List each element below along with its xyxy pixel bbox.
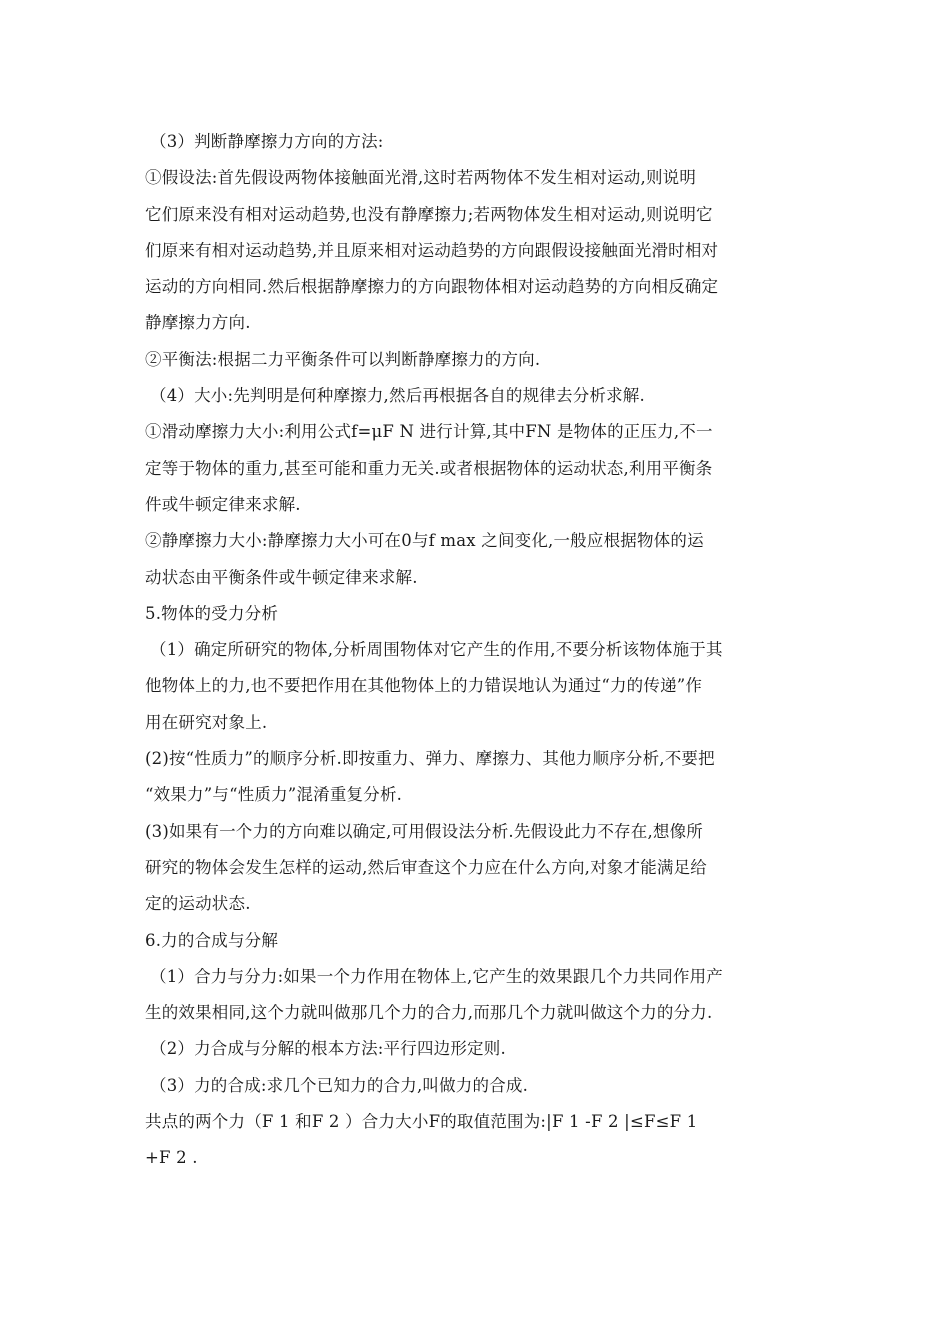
text-line: ①假设法:首先假设两物体接触面光滑,这时若两物体不发生相对运动,则说明	[145, 168, 697, 188]
text-line: 生的效果相同,这个力就叫做那几个力的合力,而那几个力就叫做这个力的分力.	[145, 1003, 713, 1023]
text-line: +F 2 .	[145, 1148, 198, 1168]
section-heading: 5.物体的受力分析	[145, 603, 279, 623]
text-line: ①滑动摩擦力大小:利用公式f=μF N 进行计算,其中FN 是物体的正压力,不一	[145, 422, 713, 442]
section-heading: 6.力的合成与分解	[145, 930, 279, 950]
text-line: （3）判断静摩擦力方向的方法:	[150, 132, 384, 151]
text-line: 定的运动状态.	[145, 894, 251, 914]
text-line: 他物体上的力,也不要把作用在其他物体上的力错误地认为通过“力的传递”作	[145, 676, 703, 696]
text-line: 定等于物体的重力,甚至可能和重力无关.或者根据物体的运动状态,利用平衡条	[145, 458, 713, 478]
text-line: (2)按“性质力”的顺序分析.即按重力、弹力、摩擦力、其他力顺序分析,不要把	[145, 749, 715, 769]
text-line: 用在研究对象上.	[145, 712, 268, 732]
text-line: 运动的方向相同.然后根据静摩擦力的方向跟物体相对运动趋势的方向相反确定	[145, 277, 719, 297]
text-line: ②静摩擦力大小:静摩擦力大小可在0与f max 之间变化,一般应根据物体的运	[145, 531, 704, 551]
text-line: 它们原来没有相对运动趋势,也没有静摩擦力;若两物体发生相对运动,则说明它	[145, 204, 713, 224]
text-line: 动状态由平衡条件或牛顿定律来求解.	[145, 567, 418, 587]
text-line: 共点的两个力（F 1 和F 2 ）合力大小F的取值范围为:|F 1 -F 2 |≤F≤F 1	[145, 1112, 698, 1132]
text-line: （2）力合成与分解的根本方法:平行四边形定则.	[150, 1039, 506, 1059]
text-line: ②平衡法:根据二力平衡条件可以判断静摩擦力的方向.	[145, 349, 541, 369]
text-line: 们原来有相对运动趋势,并且原来相对运动趋势的方向跟假设接触面光滑时相对	[145, 240, 719, 260]
text-line: （4）大小:先判明是何种摩擦力,然后再根据各自的规律去分析求解.	[150, 386, 645, 406]
text-line: （1）确定所研究的物体,分析周围物体对它产生的作用,不要分析该物体施于其	[150, 640, 723, 660]
text-line: 研究的物体会发生怎样的运动,然后审查这个力应在什么方向,对象才能满足给	[145, 857, 707, 877]
text-line: “效果力”与“性质力”混淆重复分析.	[145, 785, 403, 805]
text-line: （3）力的合成:求几个已知力的合力,叫做力的合成.	[150, 1075, 529, 1095]
text-line: 静摩擦力方向.	[145, 313, 251, 333]
text-line: (3)如果有一个力的方向难以确定,可用假设法分析.先假设此力不存在,想像所	[145, 821, 704, 841]
text-line: （1）合力与分力:如果一个力作用在物体上,它产生的效果跟几个力共同作用产	[150, 966, 724, 986]
document-body	[145, 124, 810, 1177]
text-line: 件或牛顿定律来求解.	[145, 494, 301, 514]
